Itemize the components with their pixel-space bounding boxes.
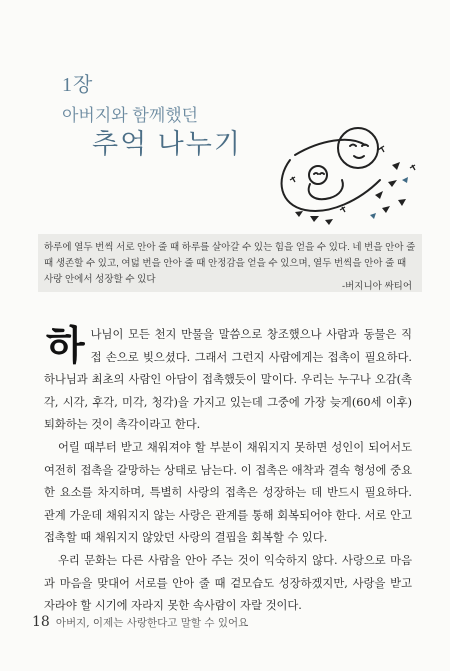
paragraph-1 xyxy=(44,324,412,437)
body-text xyxy=(44,324,412,618)
epigraph-author: -버지니아 싸티어 xyxy=(341,281,412,292)
page-footer xyxy=(32,614,248,630)
running-title: 아버지, 이제는 사랑한다고 말할 수 있어요 xyxy=(55,617,249,629)
chapter-title: 추억 나누기 xyxy=(92,129,242,159)
paragraph-1-text: 나님이 모든 천지 만물을 말씀으로 창조했으나 사람과 동물은 직접 손으로 빚으셨다. 그래서 그런지 사람에게는 접촉이 필요하다. 하나님과 최초의 사람인 아담이 접촉했듯이 말이다. 우리는 누구나 오감(촉각, 시각, 후각, 미각, 청각)을 가지고 있는데 그중에 가장 늦게(60세 이후) 퇴화하는 것이 촉각이라고 한다. xyxy=(44,328,412,432)
hug-illustration xyxy=(270,120,420,230)
epigraph-text: 하루에 열두 번씩 서로 안아 줄 때 하루를 살아갈 수 있는 힘을 얻을 수 있다. 네 번을 안아 줄 때 생존할 수 있고, 여덟 번을 안아 줄 때 안정감을 얻을 수 있으며, 열두 번씩을 안아 줄 때 사랑 안에서 성장할 수 있다 xyxy=(44,242,416,285)
chapter-subtitle: 아버지와 함께했던 xyxy=(62,106,199,125)
page-number: 18 xyxy=(32,614,50,630)
drop-cap: 하 xyxy=(46,322,85,369)
chapter-label: 1장 xyxy=(62,74,94,96)
paragraph-2: 어릴 때부터 받고 채워져야 할 부분이 채워지지 못하면 성인이 되어서도 여전히 접촉을 갈망하는 상태로 남는다. 이 접촉은 애착과 결속 형성에 중요한 요소를 차지하며, 특별히 사랑의 접촉은 성장하는 데 반드시 필요하다. 관계 가운데 채워지지 않는 사랑은 관계를 통해 회복되어야 한다. 서로 안고 접촉할 때 채워지지 않았던 사랑의 결핍을 회복할 수 있다. xyxy=(44,440,412,545)
paragraph-3: 우리 문화는 다른 사람을 안아 주는 것이 익숙하지 않다. 사랑으로 마음과 마음을 맞대어 서로를 안아 줄 때 겉모습도 성장하겠지만, 사랑을 받고 자라야 할 시기에 자라지 못한 속사람이 자랄 것이다. xyxy=(44,553,412,613)
